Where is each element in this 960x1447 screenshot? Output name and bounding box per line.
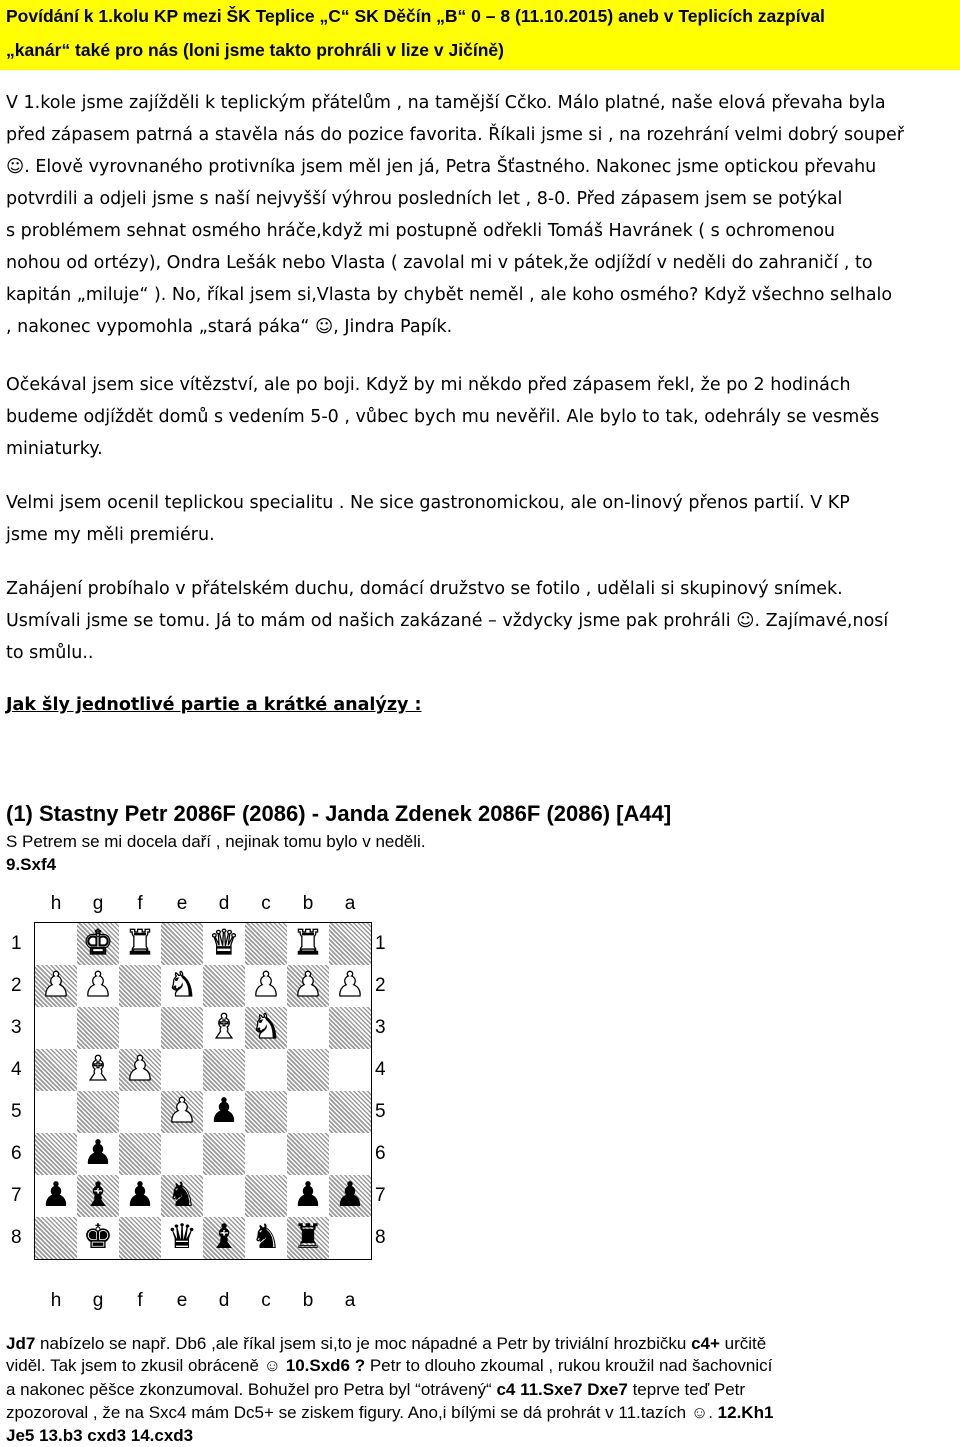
board-file-label: a: [344, 893, 356, 914]
black-bishop-icon: ♝: [208, 1217, 240, 1257]
white-bishop-icon: ♝: [208, 1007, 240, 1047]
board-square: [35, 1175, 77, 1217]
white-bishop-icon: ♝: [82, 1049, 114, 1089]
board-square: [119, 1091, 161, 1133]
board-file-label: b: [302, 1290, 314, 1311]
white-knight-icon: ♞: [166, 965, 198, 1005]
board-square: [203, 1217, 245, 1259]
board-square: [77, 923, 119, 965]
board-rank-label: 5: [375, 1101, 386, 1122]
board-square: [161, 1007, 203, 1049]
board-square: [203, 1133, 245, 1175]
board-square: [77, 1049, 119, 1091]
black-king-icon: ♚: [82, 1217, 114, 1257]
board-square: [203, 1049, 245, 1091]
board-square: [161, 1175, 203, 1217]
analysis-line-2: [6, 1356, 772, 1376]
board-rank-label: 8: [11, 1227, 22, 1248]
para1-line: s problémem sehnat osmého hráče,když mi postupně odřekli Tomáš Havránek ( s ochromenou: [6, 221, 835, 241]
black-knight-icon: ♞: [166, 1175, 198, 1215]
para1-line: nohou od ortézy), Ondra Lešák nebo Vlasta ( zavolal mi v pátek,že odjíždí v neděli do zahraničí , to: [6, 253, 873, 273]
board-square: [161, 1217, 203, 1259]
analysis-text: a nakonec pěšce zkonzumoval. Bohužel pro Petra byl “otrávený“: [6, 1380, 497, 1399]
section-heading: Jak šly jednotlivé partie a krátké analýzy :: [6, 695, 422, 715]
white-pawn-icon: ♟: [82, 965, 114, 1005]
board-square: [119, 1007, 161, 1049]
board-square: [35, 1091, 77, 1133]
para1-line: ☺. Elově vyrovnaného protivníka jsem měl jen já, Petra Šťastného. Nakonec jsme optickou převahu: [6, 157, 877, 177]
board-square: [329, 1007, 371, 1049]
para1-line: potvrdili a odjeli jsme s naší nejvyšší výhrou posledních let , 8-0. Před zápasem jsem se potýkal: [6, 189, 843, 209]
board-file-label: d: [218, 1290, 230, 1311]
white-rook-icon: ♜: [124, 923, 156, 963]
title-line-1: Povídání k 1.kolu KP mezi ŠK Teplice „C“ SK Děčín „B“ 0 – 8 (11.10.2015) aneb v Teplicích zazpíval: [6, 6, 825, 26]
para2-line: Očekával jsem sice vítězství, ale po boji. Když by mi někdo před zápasem řekl, že po 2 hodinách: [6, 375, 851, 395]
analysis-text: teprve teď Petr: [627, 1380, 746, 1399]
board-file-label: a: [344, 1290, 356, 1311]
white-knight-icon: ♞: [250, 1007, 282, 1047]
game-move: 9.Sxf4: [6, 855, 57, 874]
board-rank-label: 4: [11, 1059, 22, 1080]
board-rank-label: 2: [375, 975, 386, 996]
board-rank-label: 1: [375, 933, 386, 954]
board-square: [245, 1007, 287, 1049]
board-square: [329, 1217, 371, 1259]
analysis-move: c4+: [691, 1334, 720, 1353]
board-square: [35, 1133, 77, 1175]
black-pawn-icon: ♟: [40, 1175, 72, 1215]
board-file-label: e: [176, 1290, 188, 1311]
board-file-label: e: [176, 893, 188, 914]
board-file-label: h: [50, 893, 62, 914]
analysis-move: 12.Kh1: [717, 1403, 774, 1422]
board-square: [161, 1091, 203, 1133]
game-comment: S Petrem se mi docela daří , nejinak tomu bylo v neděli.: [6, 832, 426, 851]
board-square: [245, 965, 287, 1007]
black-queen-icon: ♛: [166, 1217, 198, 1257]
board-square: [35, 965, 77, 1007]
black-pawn-icon: ♟: [208, 1091, 240, 1131]
board-square: [77, 1091, 119, 1133]
board-file-label: g: [92, 1290, 104, 1311]
board-rank-label: 4: [375, 1059, 386, 1080]
para2-line: budeme odjíždět domů s vedením 5-0 , vůbec bych mu nevěřil. Ale bylo to tak, odehrály se vesměs: [6, 407, 880, 427]
board-square: [77, 965, 119, 1007]
para4-line: Usmívali jsme se tomu. Já to mám od našich zakázané – vždycky jsme pak prohráli ☺. Zajímavé,nosí: [6, 611, 889, 631]
para1-line: před zápasem patrná a stavěla nás do pozice favorita. Říkali jsme si , na rozehrání velmi dobrý soupeř: [6, 125, 904, 145]
para2-line: miniaturky.: [6, 439, 103, 459]
white-pawn-icon: ♟: [334, 965, 366, 1005]
board-square: [245, 1133, 287, 1175]
analysis-move: c4 11.Sxe7 Dxe7: [496, 1380, 628, 1399]
analysis-text: nabízelo se např. Db6 ,ale říkal jsem si,to je moc nápadné a Petr by triviální hrozbičku: [35, 1334, 692, 1353]
board-square: [161, 1133, 203, 1175]
board-square: [287, 1007, 329, 1049]
board-square: [287, 923, 329, 965]
board-square: [203, 965, 245, 1007]
analysis-move: Jd7: [6, 1334, 36, 1353]
board-square: [77, 1007, 119, 1049]
board-square: [329, 1091, 371, 1133]
white-pawn-icon: ♟: [292, 965, 324, 1005]
board-file-label: f: [137, 893, 143, 914]
board-square: [161, 1049, 203, 1091]
para3-line: Velmi jsem ocenil teplickou specialitu . Ne sice gastronomickou, ale on-linový přenos partií. V KP: [6, 493, 850, 513]
board-square: [203, 1091, 245, 1133]
board-rank-label: 3: [11, 1017, 22, 1038]
board-square: [287, 1133, 329, 1175]
analysis-text: viděl. Tak jsem to zkusil obráceně ☺: [6, 1356, 286, 1375]
chess-board: [34, 922, 372, 1260]
board-square: [161, 923, 203, 965]
board-square: [329, 1133, 371, 1175]
board-square: [245, 1217, 287, 1259]
board-square: [203, 1007, 245, 1049]
white-rook-icon: ♜: [292, 923, 324, 963]
board-square: [119, 1217, 161, 1259]
black-pawn-icon: ♟: [124, 1175, 156, 1215]
board-square: [245, 1091, 287, 1133]
black-pawn-icon: ♟: [82, 1133, 114, 1173]
para1-line: kapitán „miluje“ ). No, říkal jsem si,Vlasta by chybět neměl , ale koho osmého? Když všechno selhalo: [6, 285, 893, 305]
analysis-line-3: [6, 1380, 745, 1400]
black-knight-icon: ♞: [250, 1217, 282, 1257]
board-square: [119, 1133, 161, 1175]
board-file-label: h: [50, 1290, 62, 1311]
white-pawn-icon: ♟: [40, 965, 72, 1005]
black-pawn-icon: ♟: [334, 1175, 366, 1215]
analysis-move: 10.Sxd6 ?: [285, 1356, 366, 1375]
board-file-label: c: [261, 893, 271, 914]
white-queen-icon: ♛: [208, 923, 240, 963]
board-square: [245, 1175, 287, 1217]
board-square: [203, 923, 245, 965]
board-square: [287, 965, 329, 1007]
para3-line: jsme my měli premiéru.: [6, 525, 215, 545]
board-file-label: g: [92, 893, 104, 914]
board-square: [35, 1217, 77, 1259]
board-square: [287, 1049, 329, 1091]
board-square: [287, 1217, 329, 1259]
board-file-label: f: [137, 1290, 143, 1311]
board-rank-label: 7: [11, 1185, 22, 1206]
analysis-line-4: [6, 1403, 773, 1423]
board-square: [119, 923, 161, 965]
board-square: [329, 1049, 371, 1091]
black-pawn-icon: ♟: [292, 1175, 324, 1215]
board-square: [329, 965, 371, 1007]
board-square: [329, 923, 371, 965]
board-rank-label: 8: [375, 1227, 386, 1248]
board-square: [287, 1175, 329, 1217]
para1-line: V 1.kole jsme zajížděli k teplickým přátelům , na tamější Cčko. Málo platné, naše elová převaha byla: [6, 93, 886, 113]
board-square: [203, 1175, 245, 1217]
white-pawn-icon: ♟: [124, 1049, 156, 1089]
board-rank-label: 7: [375, 1185, 386, 1206]
analysis-text: zpozoroval , že na Sxc4 mám Dc5+ se ziskem figury. Ano,i bílými se dá prohrát v 11.tazích ☺.: [6, 1403, 718, 1422]
black-rook-icon: ♜: [292, 1217, 324, 1257]
game-header: (1) Stastny Petr 2086F (2086) - Janda Zdenek 2086F (2086) [A44]: [6, 801, 672, 826]
white-king-icon: ♚: [82, 923, 114, 963]
board-square: [245, 923, 287, 965]
board-file-label: c: [261, 1290, 271, 1311]
black-bishop-icon: ♝: [82, 1175, 114, 1215]
board-rank-label: 5: [11, 1101, 22, 1122]
board-square: [161, 965, 203, 1007]
analysis-line-1: [6, 1334, 766, 1354]
title-line-2: „kanár“ také pro nás (loni jsme takto prohráli v lize v Jičíně): [6, 40, 504, 60]
board-square: [77, 1133, 119, 1175]
board-rank-label: 2: [11, 975, 22, 996]
board-square: [119, 965, 161, 1007]
para1-line: , nakonec vypomohla „stará páka“ ☺, Jindra Papík.: [6, 317, 453, 337]
board-file-label: b: [302, 893, 314, 914]
board-square: [77, 1175, 119, 1217]
board-rank-label: 1: [11, 933, 22, 954]
board-square: [35, 923, 77, 965]
board-square: [287, 1091, 329, 1133]
board-square: [35, 1007, 77, 1049]
board-square: [77, 1217, 119, 1259]
white-pawn-icon: ♟: [166, 1091, 198, 1131]
board-square: [35, 1049, 77, 1091]
analysis-line-5: Je5 13.b3 cxd3 14.cxd3: [6, 1426, 194, 1445]
board-square: [119, 1175, 161, 1217]
board-rank-label: 6: [375, 1143, 386, 1164]
analysis-text: Petr to dlouho zkoumal , rukou kroužil nad šachovnicí: [365, 1356, 773, 1375]
board-rank-label: 6: [11, 1143, 22, 1164]
board-square: [119, 1049, 161, 1091]
board-square: [245, 1049, 287, 1091]
board-file-label: d: [218, 893, 230, 914]
analysis-text: určitě: [719, 1334, 767, 1353]
board-square: [329, 1175, 371, 1217]
para4-line: to smůlu..: [6, 643, 94, 663]
board-rank-label: 3: [375, 1017, 386, 1038]
white-pawn-icon: ♟: [250, 965, 282, 1005]
para4-line: Zahájení probíhalo v přátelském duchu, domácí družstvo se fotilo , udělali si skupinový snímek.: [6, 579, 843, 599]
